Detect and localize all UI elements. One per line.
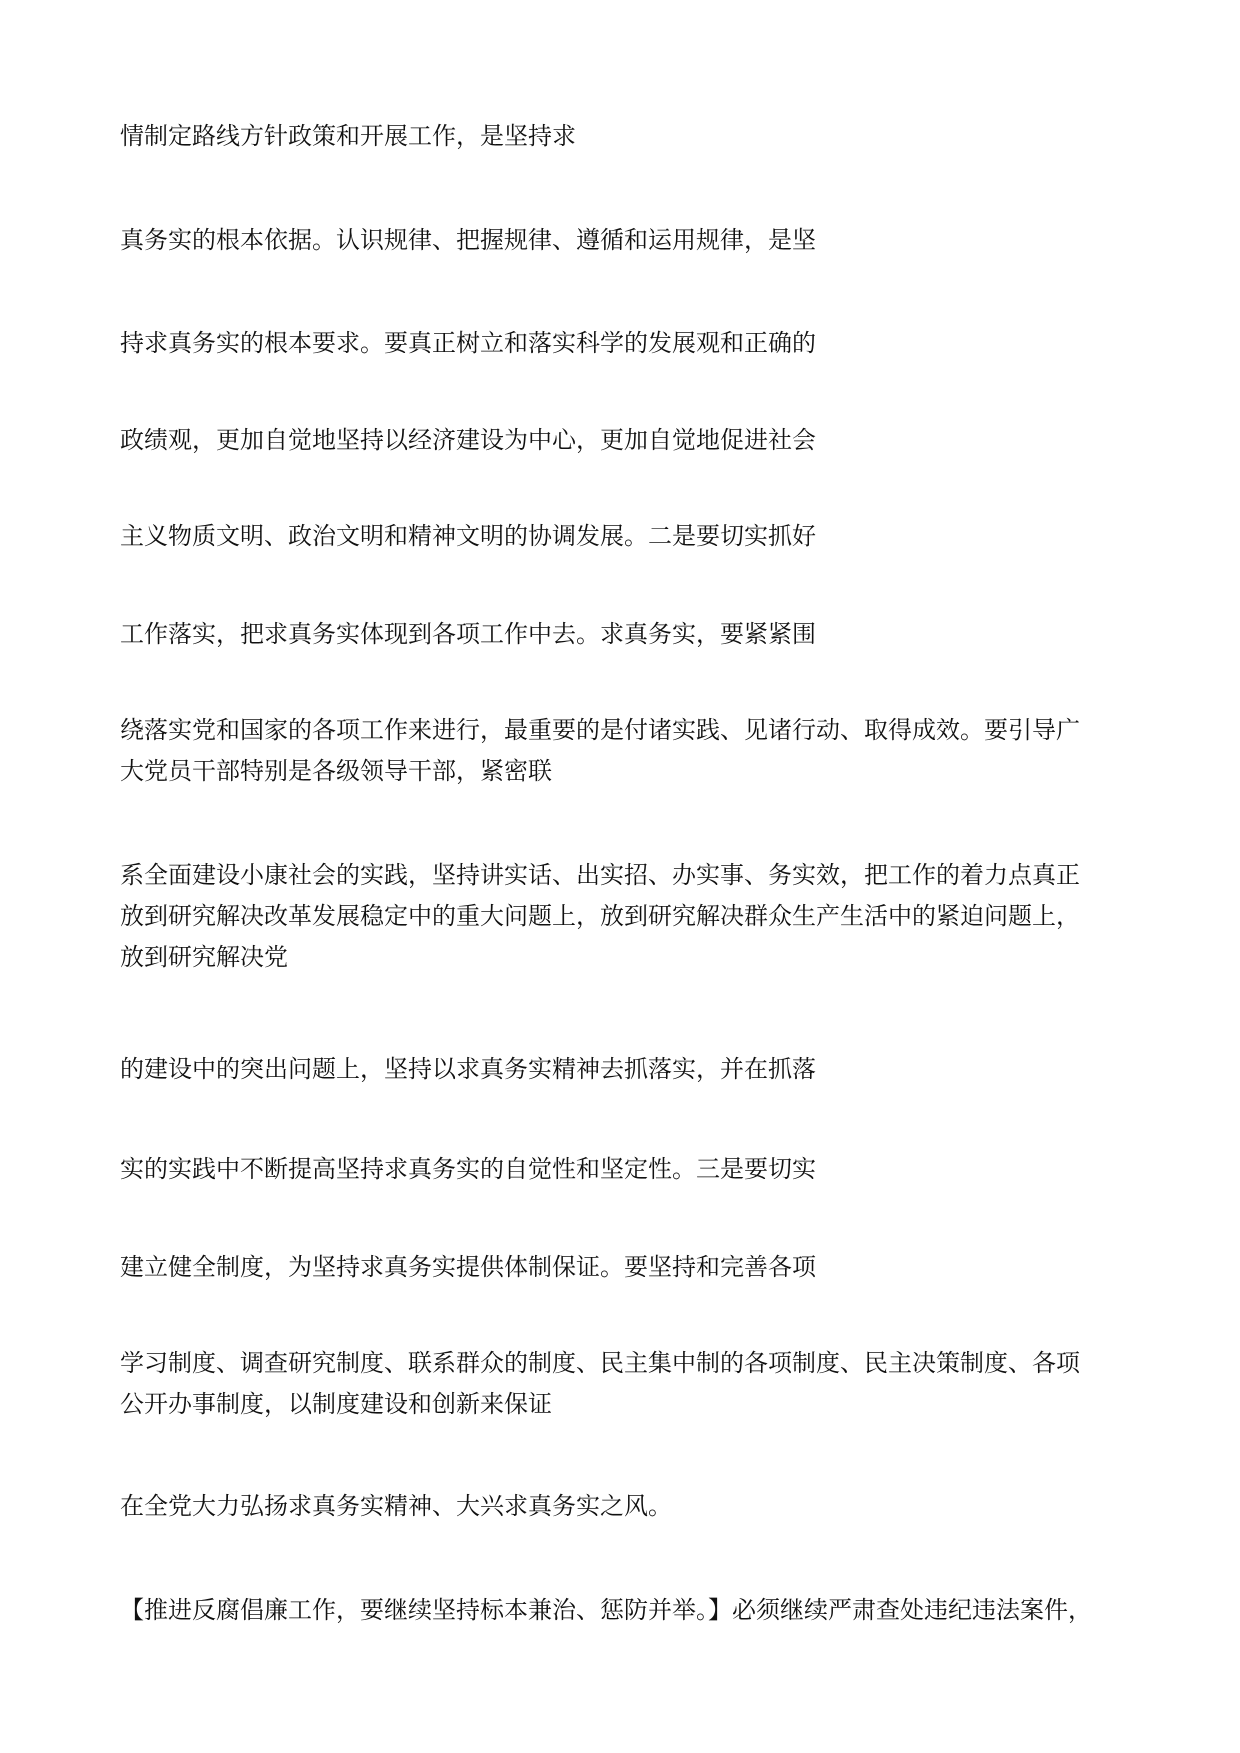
paragraph: [120, 1149, 1130, 1190]
paragraph: [120, 1247, 1130, 1288]
text-line: 在全党大力弘扬求真务实精神、大兴求真务实之风。: [120, 1492, 672, 1520]
text-line: 公开办事制度，以制度建设和创新来保证: [120, 1390, 552, 1418]
text-line: 放到研究解决党: [120, 943, 288, 971]
text-line: 实的实践中不断提高坚持求真务实的自觉性和坚定性。三是要切实: [120, 1155, 816, 1183]
paragraph: [120, 1049, 1130, 1090]
paragraph: [120, 323, 1130, 364]
paragraph: [120, 1590, 1130, 1631]
text-line: 系全面建设小康社会的实践，坚持讲实话、出实招、办实事、务实效，把工作的着力点真正: [120, 861, 1080, 889]
text-line: 的建设中的突出问题上，坚持以求真务实精神去抓落实，并在抓落: [120, 1055, 816, 1083]
text-line: 政绩观，更加自觉地坚持以经济建设为中心，更加自觉地促进社会: [120, 426, 816, 454]
text-line: 学习制度、调查研究制度、联系群众的制度、民主集中制的各项制度、民主决策制度、各项: [120, 1349, 1080, 1377]
paragraph: [120, 1486, 1130, 1527]
text-line: 持求真务实的根本要求。要真正树立和落实科学的发展观和正确的: [120, 329, 816, 357]
paragraph: [120, 116, 1130, 157]
text-line: 工作落实，把求真务实体现到各项工作中去。求真务实，要紧紧围: [120, 620, 816, 648]
paragraph: [120, 516, 1130, 557]
paragraph: [120, 855, 1130, 978]
text-line: 绕落实党和国家的各项工作来进行，最重要的是付诸实践、见诸行动、取得成效。要引导广: [120, 716, 1080, 744]
paragraph: [120, 420, 1130, 461]
text-line: 主义物质文明、政治文明和精神文明的协调发展。二是要切实抓好: [120, 522, 816, 550]
text-line: 情制定路线方针政策和开展工作，是坚持求: [120, 122, 576, 150]
paragraph: [120, 710, 1130, 792]
paragraph: [120, 220, 1130, 261]
paragraph: [120, 614, 1130, 655]
text-line: 【推进反腐倡廉工作，要继续坚持标本兼治、惩防并举。】必须继续严肃查处违纪违法案件，: [120, 1596, 1092, 1624]
text-line: 大党员干部特别是各级领导干部，紧密联: [120, 757, 552, 785]
paragraph: [120, 1343, 1130, 1425]
text-line: 放到研究解决改革发展稳定中的重大问题上，放到研究解决群众生产生活中的紧迫问题上，: [120, 902, 1080, 930]
text-line: 真务实的根本依据。认识规律、把握规律、遵循和运用规律，是坚: [120, 226, 816, 254]
text-line: 建立健全制度，为坚持求真务实提供体制保证。要坚持和完善各项: [120, 1253, 816, 1281]
